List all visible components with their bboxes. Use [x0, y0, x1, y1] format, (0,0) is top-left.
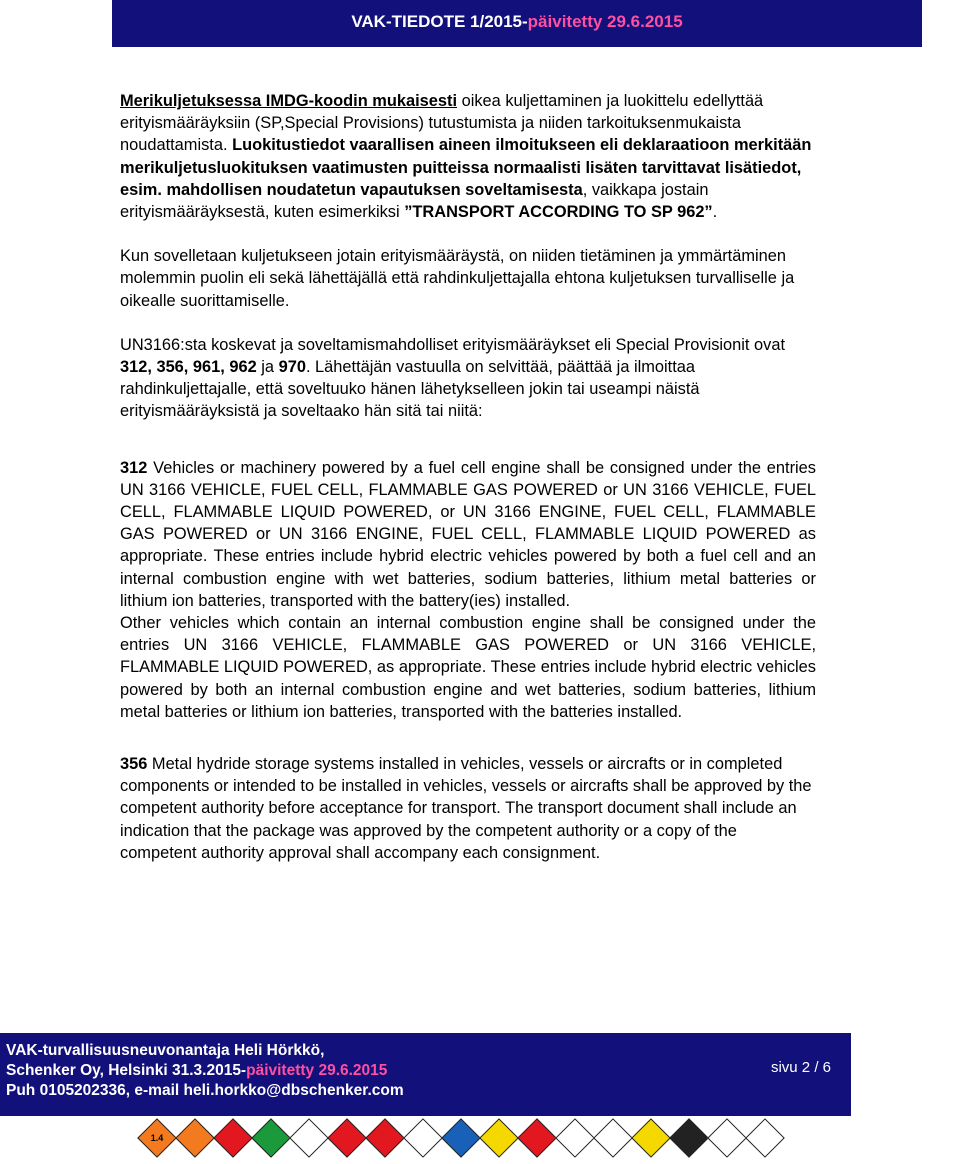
un3166-text-a: UN3166:sta koskevat ja soveltamismahdolliset erityismääräykset eli Special Provisionit ovat	[120, 335, 786, 354]
header-title: VAK-TIEDOTE 1/2015-	[351, 12, 528, 31]
hazard-labels-row	[135, 1117, 795, 1162]
infectious-icon	[593, 1118, 633, 1158]
sp-numbers: 312, 356, 961, 962	[120, 358, 257, 377]
sp-312-text-other-vehicles: Other vehicles which contain an internal combustion engine shall be consigned under the entries UN 3166 VEHICLE, FLAMMABLE GAS POWERED or UN 3166 VEHICLE, FLAMMABLE LIQUID POWERED, as appropriate. These entries include hybrid electric vehicles powered by both an internal combustion engine and wet batteries, sodium batteries, lithium metal batteries or lithium ion batteries, transported with the batteries installed.	[120, 614, 816, 721]
organic-peroxide-icon	[517, 1118, 557, 1158]
spontaneously-combustible-icon	[403, 1118, 443, 1158]
sp-312-text: Vehicles or machinery powered by a fuel cell engine shall be consigned under the entries UN 3166 VEHICLE, FUEL CELL, FLAMMABLE GAS POWERED or UN 3166 VEHICLE, FUEL CELL, FLAMMABLE LIQUID POWERED, or UN 3166 ENGINE, FUEL CELL, FLAMMABLE GAS POWERED or UN 3166 ENGINE, FUEL CELL, FLAMMABLE LIQUID POWERED as appropriate. These entries include hybrid electric vehicles powered by both a fuel cell and an internal combustion engine with wet batteries, sodium batteries, lithium metal batteries or lithium ion batteries, transported with the battery(ies) installed.	[120, 458, 816, 610]
period-text: .	[712, 203, 718, 222]
hazard-label-text	[334, 1125, 360, 1151]
hazard-label-text	[714, 1125, 740, 1151]
footer-updated-date: päivitetty 29.6.2015	[246, 1062, 388, 1079]
toxic-icon	[555, 1118, 595, 1158]
hazard-label-text	[220, 1125, 246, 1151]
oxidizer-icon	[479, 1118, 519, 1158]
document-body	[120, 90, 816, 864]
explosive-icon	[137, 1118, 177, 1158]
hazard-label-text	[600, 1125, 626, 1151]
page-header	[112, 0, 922, 47]
sp-356-number: 356	[120, 755, 148, 774]
environmental-hazard-icon	[745, 1118, 785, 1158]
classification-info-text: Luokitustiedot vaarallisen aineen ilmoitukseen eli deklaraatioon merkitään merikuljetusluokituksen vaatimusten puitteissa normaalisti lisäten tarvittavat lisätiedot, esim. mahdollisen noudatetun vapautuksen soveltamisesta	[120, 136, 812, 199]
hazard-label-text	[752, 1125, 778, 1151]
hazard-label-text: 1.4	[150, 1133, 164, 1143]
hazard-label-text	[258, 1125, 284, 1151]
sp-970: 970	[278, 358, 306, 377]
hazard-label-text	[296, 1125, 322, 1151]
hazard-label-text	[524, 1125, 550, 1151]
footer-advisor: VAK-turvallisuusneuvonantaja Heli Hörkkö,	[6, 1042, 325, 1059]
footer-company	[6, 1061, 404, 1081]
dangerous-when-wet-icon	[441, 1118, 481, 1158]
corrosive-icon	[669, 1118, 709, 1158]
sp-312-number: 312	[120, 458, 148, 477]
footer-contact: Puh 0105202336, e-mail heli.horkko@dbschenker.com	[6, 1082, 404, 1099]
hazard-label-text	[182, 1125, 208, 1151]
flammable-solid-icon	[365, 1118, 405, 1158]
hazard-label-text	[562, 1125, 588, 1151]
sp-312-section	[120, 457, 816, 723]
un3166-text-c: . Lähettäjän vastuulla on selvittää, päättää ja ilmoittaa rahdinkuljettajalle, että soveltuuko hänen lähetykselleen jokin tai useampi näistä erityismääräyksistä ja soveltaako hän sitä tai niitä:	[120, 358, 700, 421]
imdg-intro-text: oikea kuljettaminen ja luokittelu edellyttää erityismääräyksiin (SP,Special Provisions) tutustumista ja niiden tarkoituksenmukaista noudattamista.	[120, 92, 764, 155]
radioactive-icon	[631, 1118, 671, 1158]
hazard-label-text	[410, 1125, 436, 1151]
flammable-liquid-icon	[327, 1118, 367, 1158]
sp-356-text: Metal hydride storage systems installed in vehicles, vessels or aircrafts or in completed components or intended to be installed in vehicles, vessels or aircrafts shall be approved by the competent authority before acceptance for transport. The transport document shall include an indication that the package was approved by the competent authority or a copy of the competent authority approval shall accompany each consignment.	[120, 755, 812, 862]
hazard-label-text	[448, 1125, 474, 1151]
toxic-gas-icon	[289, 1118, 329, 1158]
sp-356-section	[120, 753, 816, 864]
imdg-heading: Merikuljetuksessa IMDG-koodin mukaisesti	[120, 92, 458, 110]
miscellaneous-icon	[707, 1118, 747, 1158]
hazard-label-text	[372, 1125, 398, 1151]
hazard-label-text	[486, 1125, 512, 1151]
paragraph-un3166	[120, 334, 816, 423]
header-updated-date: päivitetty 29.6.2015	[527, 12, 683, 31]
page-footer	[0, 1033, 851, 1116]
page-number: sivu 2 / 6	[770, 1059, 831, 1076]
paragraph-knowledge: Kun sovelletaan kuljetukseen jotain erityismääräystä, on niiden tietäminen ja ymmärtäminen molemmin puolin eli sekä lähettäjällä että rahdinkuljettajalla ehtona kuljetuksen turvalliselle ja oikealle suorittamiselle.	[120, 247, 795, 310]
un3166-text-b: ja	[256, 358, 279, 377]
explosive-icon	[175, 1118, 215, 1158]
non-flammable-gas-icon	[251, 1118, 291, 1158]
footer-company-date: Schenker Oy, Helsinki 31.3.2015-	[6, 1062, 247, 1079]
example-text: , vaikkapa jostain erityismääräyksestä, kuten esimerkiksi	[120, 180, 709, 222]
hazard-label-text	[676, 1125, 702, 1151]
flammable-gas-icon	[213, 1118, 253, 1158]
hazard-label-text	[638, 1125, 664, 1151]
transport-sp-962-text: ”TRANSPORT ACCORDING TO SP 962”	[404, 203, 713, 222]
paragraph-imdg	[120, 90, 816, 223]
